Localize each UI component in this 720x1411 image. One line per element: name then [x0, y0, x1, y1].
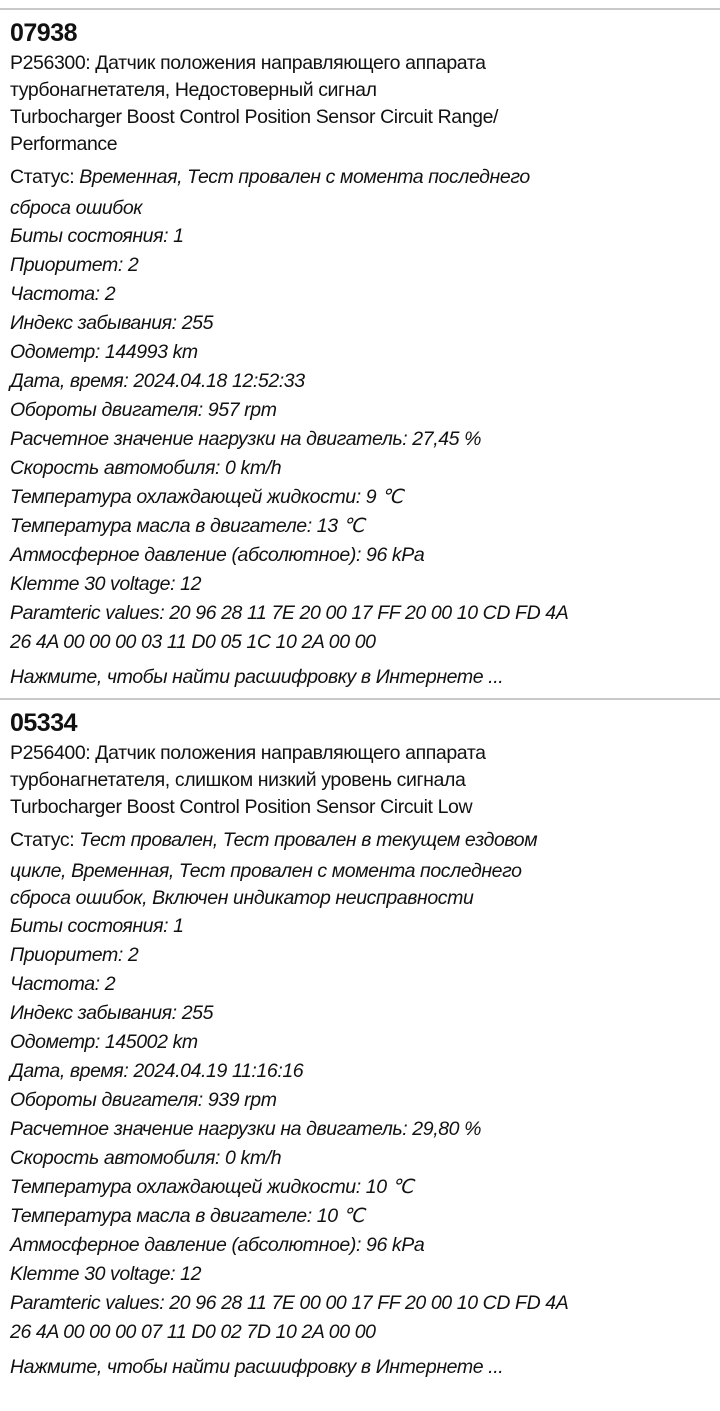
fault-code-list	[0, 8, 720, 1388]
freeze-frame-field: Температура охлаждающей жидкости: 9 ℃	[10, 486, 403, 508]
freeze-frame-field: Paramteric values: 20 96 28 11 7E 20 00 17 FF 20 00 10 CD FD 4A	[10, 602, 569, 624]
status-line	[10, 858, 720, 885]
freeze-frame-field: Частота: 2	[10, 973, 116, 995]
freeze-frame-field: Klemme 30 voltage: 12	[10, 1263, 202, 1285]
freeze-frame-field: Атмосферное давление (абсолютное): 96 kPa	[10, 1234, 425, 1256]
status-value: сброса ошибок	[10, 197, 143, 219]
fault-description-line: Turbocharger Boost Control Position Sensor Circuit Low	[10, 796, 473, 818]
freeze-frame-field: Скорость автомобиля: 0 km/h	[10, 1147, 282, 1169]
freeze-frame-field: Одометр: 144993 km	[10, 341, 198, 363]
freeze-frame-field: Приоритет: 2	[10, 944, 139, 966]
freeze-frame-field: Биты состояния: 1	[10, 915, 184, 937]
freeze-frame-field: Температура масла в двигателе: 10 ℃	[10, 1205, 365, 1227]
freeze-frame-field: Приоритет: 2	[10, 254, 139, 276]
fault-code: 05334	[10, 709, 78, 737]
status-label: Статус:	[10, 829, 80, 851]
freeze-frame-field: Обороты двигателя: 957 rpm	[10, 399, 277, 421]
freeze-frame-field: 26 4A 00 00 00 07 11 D0 02 7D 10 2A 00 00	[10, 1321, 376, 1343]
status-label: Статус:	[10, 166, 80, 188]
freeze-frame-field: Температура масла в двигателе: 13 ℃	[10, 515, 365, 537]
freeze-frame-field: 26 4A 00 00 00 03 11 D0 05 1C 10 2A 00 00	[10, 631, 376, 653]
status-value: Временная, Тест провален с момента последнего	[79, 166, 530, 188]
freeze-frame-field: Биты состояния: 1	[10, 225, 184, 247]
search-online-link[interactable]: Нажмите, чтобы найти расшифровку в Интернете ...	[10, 1356, 504, 1378]
fault-code: 07938	[10, 19, 78, 47]
fault-description-line: P256300: Датчик положения направляющего аппарата	[10, 52, 486, 74]
freeze-frame-field: Расчетное значение нагрузки на двигатель: 29,80 %	[10, 1118, 482, 1140]
freeze-frame-field: Температура охлаждающей жидкости: 10 ℃	[10, 1176, 414, 1198]
freeze-frame-field: Частота: 2	[10, 283, 116, 305]
freeze-frame-field: Скорость автомобиля: 0 km/h	[10, 457, 282, 479]
fault-description-line: Turbocharger Boost Control Position Sensor Circuit Range/	[10, 106, 499, 128]
fault-entry[interactable]	[0, 8, 720, 698]
status-line	[10, 195, 720, 222]
freeze-frame-field: Атмосферное давление (абсолютное): 96 kPa	[10, 544, 425, 566]
freeze-frame-field: Paramteric values: 20 96 28 11 7E 00 00 17 FF 20 00 10 CD FD 4A	[10, 1292, 569, 1314]
fault-entry[interactable]	[0, 698, 720, 1388]
fault-description-line: турбонагнетателя, Недостоверный сигнал	[10, 79, 377, 101]
search-online-link[interactable]: Нажмите, чтобы найти расшифровку в Интернете ...	[10, 666, 504, 688]
status-value: цикле, Временная, Тест провален с момента последнего	[10, 860, 522, 882]
freeze-frame-field: Klemme 30 voltage: 12	[10, 573, 202, 595]
freeze-frame-field: Обороты двигателя: 939 rpm	[10, 1089, 277, 1111]
freeze-frame-field: Дата, время: 2024.04.19 11:16:16	[10, 1060, 304, 1082]
status-value: Тест провален, Тест провален в текущем ездовом	[79, 829, 538, 851]
freeze-frame-field: Дата, время: 2024.04.18 12:52:33	[10, 370, 305, 392]
fault-description-line: турбонагнетателя, слишком низкий уровень сигнала	[10, 769, 466, 791]
status-value: сброса ошибок, Включен индикатор неисправности	[10, 887, 474, 909]
fault-description-line: Performance	[10, 133, 118, 155]
freeze-frame-field: Расчетное значение нагрузки на двигатель: 27,45 %	[10, 428, 482, 450]
freeze-frame-field: Одометр: 145002 km	[10, 1031, 198, 1053]
status-line	[10, 164, 720, 191]
freeze-frame-field: Индекс забывания: 255	[10, 312, 214, 334]
fault-description-line: P256400: Датчик положения направляющего аппарата	[10, 742, 486, 764]
status-line	[10, 885, 720, 912]
freeze-frame-field: Индекс забывания: 255	[10, 1002, 214, 1024]
status-line	[10, 827, 720, 854]
